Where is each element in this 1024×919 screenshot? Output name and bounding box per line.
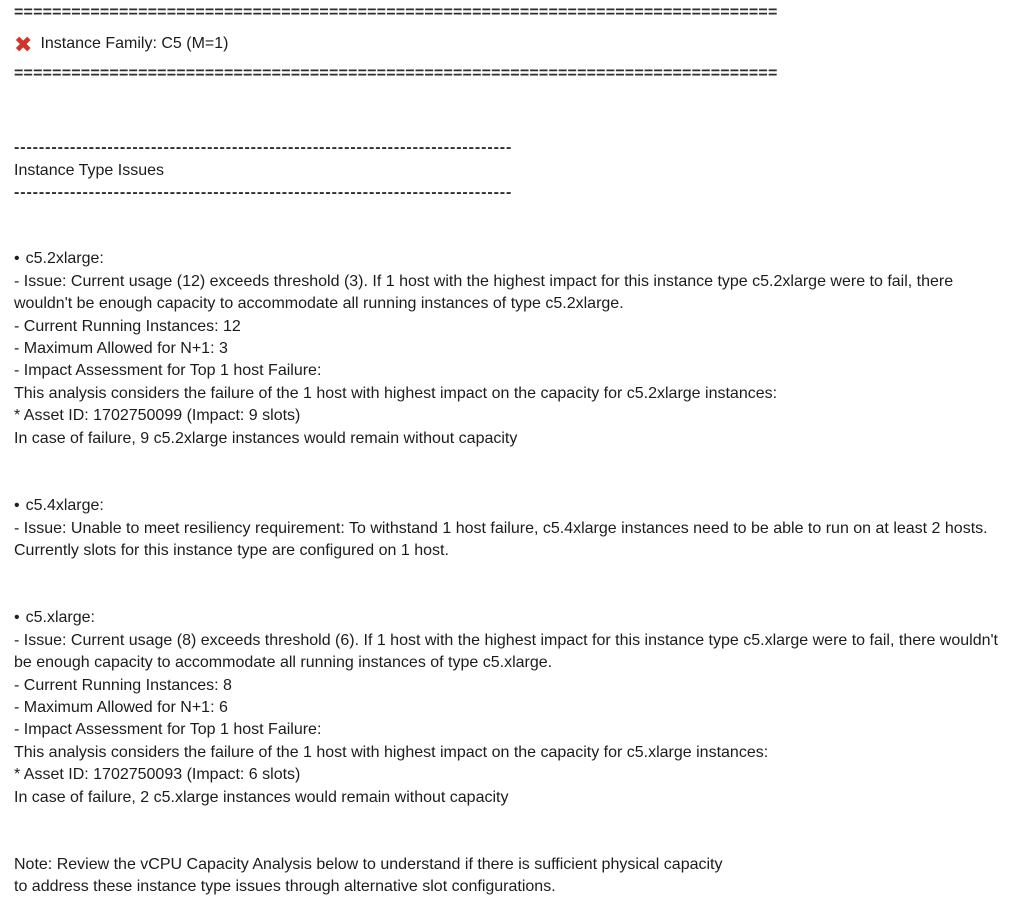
issue-line: This analysis considers the failure of the 1 host with highest impact on the capacity for c5.2xlarge instances: <box>14 384 778 402</box>
issue-line: * Asset ID: 1702750099 (Impact: 9 slots) <box>14 407 301 425</box>
issue-heading <box>14 495 1010 517</box>
issue-block-c5-xlarge <box>14 607 1010 809</box>
issue-block-c5-2xlarge <box>14 248 1010 450</box>
issue-line: - Issue: Unable to meet resiliency requirement: To withstand 1 host failure, c5.4xlarge instances need to be able to run on at least 2 hosts. Currently slots for this instance type are configured on 1 host. <box>14 519 988 559</box>
issue-line: * Asset ID: 1702750093 (Impact: 6 slots) <box>14 766 301 784</box>
note-line-2: to address these instance type issues through alternative slot configurations. <box>14 878 556 896</box>
note-line-1: Note: Review the vCPU Capacity Analysis below to understand if there is sufficient physical capacity <box>14 855 723 873</box>
issue-line: - Maximum Allowed for N+1: 6 <box>14 698 228 716</box>
section-title: Instance Type Issues <box>14 161 165 179</box>
issue-line: - Maximum Allowed for N+1: 3 <box>14 340 228 358</box>
header-separator-top: ================================================================================ <box>14 4 778 21</box>
note-block <box>14 854 1010 899</box>
issue-line: - Impact Assessment for Top 1 host Failure: <box>14 721 322 739</box>
issue-heading <box>14 607 1010 629</box>
issue-block-c5-4xlarge <box>14 495 1010 562</box>
issue-line: In case of failure, 2 c5.xlarge instances would remain without capacity <box>14 788 509 806</box>
issue-line: - Current Running Instances: 8 <box>14 676 232 694</box>
header-separator-bottom: ================================================================================ <box>14 64 778 82</box>
family-status-row <box>14 33 1010 55</box>
error-x-icon: ✖ <box>14 31 33 57</box>
issue-heading <box>14 248 1010 270</box>
capacity-report <box>14 2 1010 899</box>
issue-line: - Issue: Current usage (12) exceeds threshold (3). If 1 host with the highest impact for this instance type c5.2xlarge were to fail, there wouldn't be enough capacity to accommodate all running instances of type c5.2xlarge. <box>14 272 954 313</box>
bullet-glyph: • <box>14 609 20 627</box>
section-separator-top: -------------------------------------------------------------------------------- <box>14 139 513 157</box>
issue-name: c5.2xlarge: <box>25 250 104 268</box>
issue-line: - Impact Assessment for Top 1 host Failure: <box>14 362 322 380</box>
issue-name: c5.xlarge: <box>25 609 95 627</box>
section-header <box>14 137 1010 204</box>
bullet-glyph: • <box>14 250 20 268</box>
section-separator-bottom: -------------------------------------------------------------------------------- <box>14 184 513 202</box>
family-title: Instance Family: C5 (M=1) <box>40 35 229 53</box>
bullet-glyph: • <box>14 497 20 515</box>
issue-line: This analysis considers the failure of the 1 host with highest impact on the capacity for c5.xlarge instances: <box>14 743 769 761</box>
issue-line: In case of failure, 9 c5.2xlarge instances would remain without capacity <box>14 429 518 447</box>
issue-name: c5.4xlarge: <box>25 497 104 515</box>
issue-line: - Issue: Current usage (8) exceeds threshold (6). If 1 host with the highest impact for this instance type c5.xlarge were to fail, there wouldn't be enough capacity to accommodate all running instances of type c5.xlarge. <box>14 631 998 672</box>
issue-line: - Current Running Instances: 12 <box>14 317 241 335</box>
